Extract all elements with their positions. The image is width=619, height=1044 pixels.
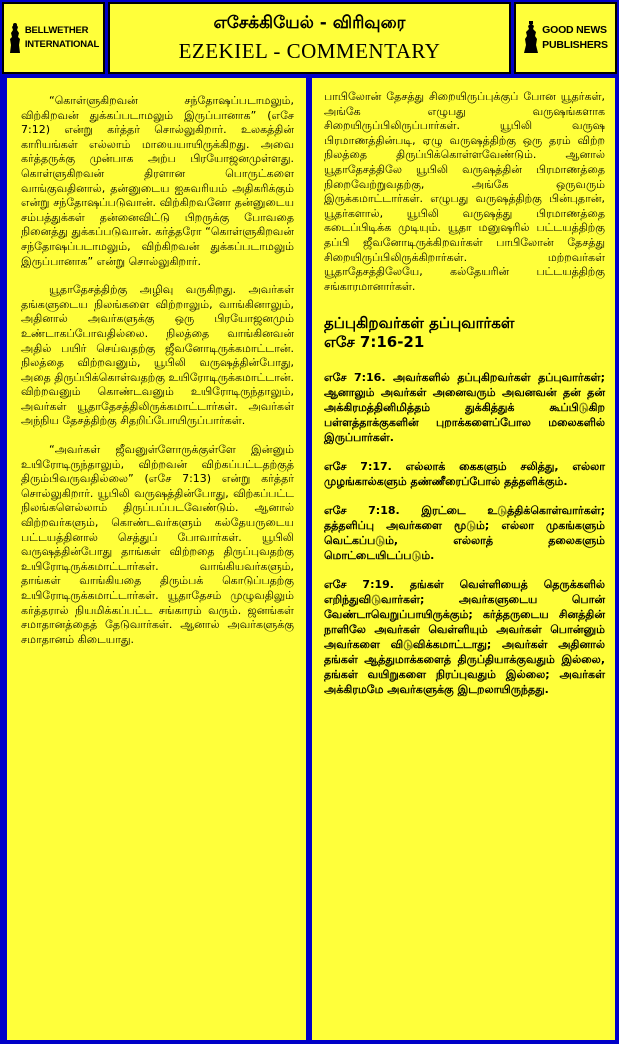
- verse-7-18: எசே 7:18. இரட்டை உடுத்திக்கொள்வார்கள்; தத்தளிப்பு அவர்களை மூடும்; எல்லா முகங்களும் வெட்கப்படும், எல்லாத் தலைகளும் மொட்டையிடப்படும்.: [324, 504, 605, 563]
- verse-7-19: எசே 7:19. தங்கள் வெள்ளியைத் தெருக்களில் எறிந்துவிடுவார்கள்; அவர்களுடைய பொன் வேண்டாவெறுப்பாயிருக்கும்; கர்த்தருடைய சினத்தின் நாளிலே அவர்கள் வெள்ளியும் அவர்கள் பொன்னும் அவர்களை விடுவிக்கமாட்டாது; அவர்கள் அதினால் தங்கள் ஆத்துமாக்களைத் திருப்தியாக்குவதும் இல்லை, தங்கள் வயிறுகளை நிரப்புவதும் இல்லை; அவர்கள் அக்கிரமமே அவர்களுக்கு இடறலாயிருந்தது.: [324, 578, 605, 697]
- good-news-logo: [514, 2, 617, 74]
- good-news-bell-icon: [523, 21, 539, 55]
- verse-7-16: எசே 7:16. அவர்களில் தப்புகிறவர்கள் தப்புவார்கள்; ஆனாலும் அவர்கள் அனைவரும் அவனவன் தன் தன் அக்கிரமத்தினிமித்தம் துக்கித்துக் கூப்பிடுகிற பள்ளத்தாக்குகளின் புறாக்களைப்போல மலைகளில் இருப்பார்கள்.: [324, 371, 605, 445]
- right-logo-line-1: GOOD NEWS: [542, 24, 607, 36]
- left-logo-line-2: INTERNATIONAL: [24, 39, 100, 50]
- left-paragraph-1: “கொள்ளுகிறவன் சந்தோஷப்படாமலும், விற்கிறவன் துக்கப்படாமலும் இருப்பானாக” (எசே 7:12) என்று கர்த்தர் சொல்லுகிறார். உலகத்தின் காரியங்கள் எல்லாம் மாயையாயிருக்கிறது. அவை கர்த்தருக்கு முன்பாக அற்ப பிரயோஜனமுள்ளது. கொள்ளுகிறவன் திரளான பொருட்களை வாங்குவதினால், தன்னுடைய ஐசுவரியம் அதிகரிக்கும் என்று சந்தோஷப்படுவான். விற்கிறவனோ தன்னுடைய சம்பத்துக்கள் தன்னைவிட்டு பிறருக்கு போவதை நினைத்து துக்கப்படுவான். கர்த்தரோ “கொள்ளுகிறவன் சந்தோஷப்படாமலும், விற்கிறவன் துக்கப்படாமலும் இருப்பானாக” என்று சொல்லுகிறார்.: [21, 94, 294, 268]
- title-box: [108, 2, 511, 74]
- left-logo-line-1: BELLWETHER: [24, 25, 89, 36]
- right-logo-line-2: PUBLISHERS: [542, 39, 608, 51]
- section-heading-title: தப்புகிறவர்கள் தப்புவார்கள்: [324, 314, 515, 333]
- bellwether-ram-icon: [8, 21, 22, 55]
- left-paragraph-3: “அவர்கள் ஜீவனுள்ளோருக்குள்ளே இன்னும் உயிரோடிருந்தாலும், விற்றவன் விற்கப்பட்டதற்குத் திரும்பிவருவதில்லை” (எசே 7:13) என்று கர்த்தர் சொல்லுகிறார். யூபிலி வருஷத்தின்போது, விற்கப்பட்ட நிலங்களெல்லாம் திருப்பப்படவேண்டும். ஆனால் விற்றவர்களும், கொண்டவர்களும் கல்தேயருடைய பட்டயத்தினால் செத்துப் போவார்கள். யூபிலி வருஷத்தின்போது தாங்கள் விற்றதை திருப்புவதற்கு உயிரோடிருக்கமாட்டார்கள். வாங்கியவர்களும், தாங்கள் வாங்கியதை திரும்பக் கொடுப்பதற்கு உயிரோடிருக்கமாட்டார்கள். யூதாதேசம் முழுவதிலும் கர்த்தரால் நியமிக்கப்பட்ட சங்காரம் வரும். ஜனங்கள் சமாதானத்தைத் தேடுவார்கள். ஆனால் அவர்களுக்கு சமாதானம் கிடையாது.: [21, 443, 294, 646]
- header: [2, 2, 617, 74]
- title-tamil: எசேக்கியேல் - விரிவுரை: [213, 12, 406, 33]
- bellwether-logo: [2, 2, 105, 74]
- title-english: EZEKIEL - COMMENTARY: [178, 38, 441, 63]
- section-heading-reference: எசே 7:16-21: [324, 333, 425, 352]
- right-intro-paragraph: பாபிலோன் தேசத்து சிறையிருப்புக்குப் போன யூதர்கள், அங்கே எழுபது வருஷங்களாக சிறையிருப்பிலிருப்பார்கள். யூபிலி வருஷ பிரமாணத்தின்படி, ஏழு வருஷத்திற்கு ஒரு தரம் விற்ற நிலத்தை திருப்பிக்கொள்ளவேண்டும். ஆனால் யூதாதேசத்திலே யூபிலி வருஷத்தின் பிரமாணத்தை நிறைவேற்றுவதற்கு, அங்கே ஒருவரும் இருக்கமாட்டார்கள். எழுபது வருஷத்திற்கு பின்புதான், யூதர்களால், யூபிலி வருஷத்து பிரமாணத்தை கடைப்பிடிக்க முடியும். யூதா மனுஷரில் பட்டயத்திற்கு தப்பி ஜீவனோடிருக்கிறவர்கள் பாபிலோன் தேசத்து சிறையிருப்பிலிருக்கிறார்கள். மற்றவர்கள் யூதாதேசத்திலேயே, கல்தேயரின் பட்டயத்திற்கு சங்காரமானார்கள்.: [324, 90, 605, 293]
- right-column: [312, 78, 615, 1040]
- verse-7-17: எசே 7:17. எல்லாக் கைகளும் சலித்து, எல்லா முழங்கால்களும் தண்ணீரைப்போல் தத்தளிக்கும்.: [324, 460, 605, 489]
- left-paragraph-2: யூதாதேசத்திற்கு அழிவு வருகிறது. அவர்கள் தங்களுடைய நிலங்களை விற்றாலும், வாங்கினாலும், அதினால் அவர்களுக்கு ஒரு பிரயோஜனமும் உண்டாகப்போவதில்லை. நிலத்தை வாங்கினவன் அதில் பயிர் செய்வதற்கு ஜீவனோடிருக்கமாட்டான். நிலத்தை விற்றவனும், யூபிலி வருஷத்தின்போது, அதை திருப்பிக்கொள்வதற்கு உயிரோடிருக்கமாட்டான். விற்றவனும் கொண்டவனும் உயிரோடிருந்தாலும், அவர்கள் யூதாதேசத்திலிருக்கமாட்டார்கள். அவர்கள் அந்நிய தேசத்திற்கு சிதறிப்போயிருப்பார்கள்.: [21, 283, 294, 428]
- left-column: [7, 78, 306, 1040]
- section-heading: [324, 314, 605, 352]
